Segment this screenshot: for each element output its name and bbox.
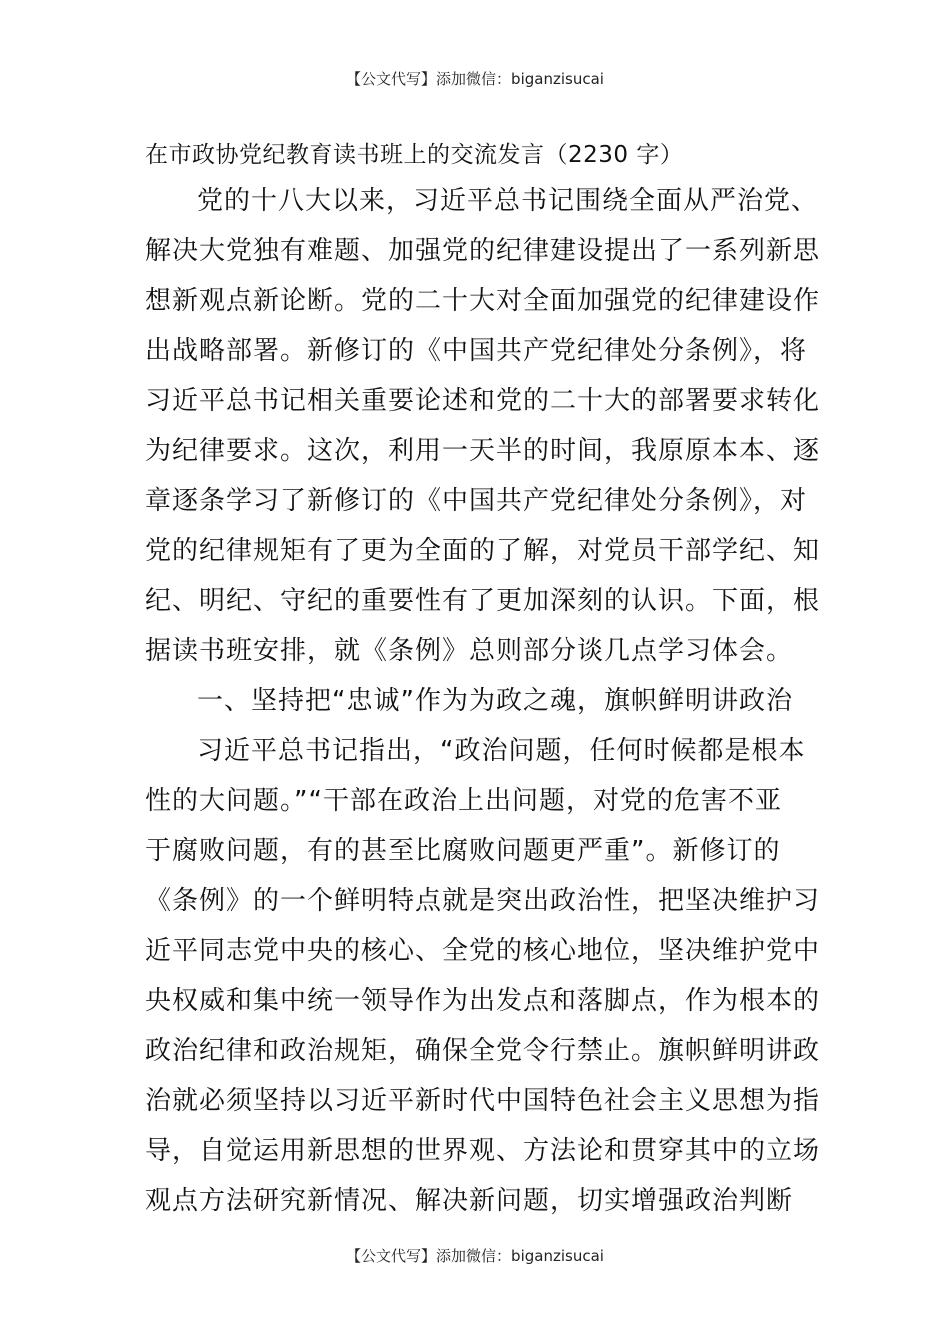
paragraph-line: 央权威和集中统一领导作为出发点和落脚点，作为根本的 [145,986,821,1016]
paragraph-line: 政治纪律和政治规矩，确保全党令行禁止。旗帜鲜明讲政 [145,1036,821,1066]
paragraph-line: 性的大问题。”“干部在政治上出问题，对党的危害不亚 [145,786,782,816]
paragraph-line: 习近平总书记指出，“政治问题，任何时候都是根本 [197,736,806,766]
paragraph-line: 解决大党独有难题、加强党的纪律建设提出了一系列新思 [145,236,821,266]
paragraph-line: 为纪律要求。这次，利用一天半的时间，我原原本本、逐 [145,436,821,466]
paragraph-line: 治就必须坚持以习近平新时代中国特色社会主义思想为指 [145,1086,821,1116]
paragraph-line: 近平同志党中央的核心、全党的核心地位，坚决维护党中 [145,936,821,966]
paragraph-line: 党的纪律规矩有了更为全面的了解，对党员干部学纪、知 [145,536,821,566]
paragraph-line: 章逐条学习了新修订的《中国共产党纪律处分条例》，对 [145,486,808,516]
document-title: 在市政协党纪教育读书班上的交流发言（2230 字） [145,142,684,168]
paragraph-line: 出战略部署。新修订的《中国共产党纪律处分条例》，将 [145,336,808,366]
paragraph-line: 导，自觉运用新思想的世界观、方法论和贯穿其中的立场 [145,1136,821,1166]
paragraph-line: 《条例》的一个鲜明特点就是突出政治性，把坚决维护习 [145,886,821,916]
section-heading: 一、坚持把“忠诚”作为为政之魂，旗帜鲜明讲政治 [197,686,793,716]
paragraph-line: 党的十八大以来，习近平总书记围绕全面从严治党、 [197,186,819,216]
paragraph-line: 想新观点新论断。党的二十大对全面加强党的纪律建设作 [145,286,821,316]
paragraph-line: 于腐败问题，有的甚至比腐败问题更严重”。新修订的 [145,836,781,866]
page-header-watermark: 【公文代写】添加微信：biganzisucai [346,70,604,88]
page-footer-watermark: 【公文代写】添加微信：biganzisucai [346,1247,604,1265]
paragraph-line: 观点方法研究新情况、解决新问题，切实增强政治判断 [145,1186,794,1216]
paragraph-line: 据读书班安排，就《条例》总则部分谈几点学习体会。 [145,636,794,666]
paragraph-line: 习近平总书记相关重要论述和党的二十大的部署要求转化 [145,386,821,416]
document-body [145,186,821,1236]
paragraph-line: 纪、明纪、守纪的重要性有了更加深刻的认识。下面，根 [145,586,821,616]
